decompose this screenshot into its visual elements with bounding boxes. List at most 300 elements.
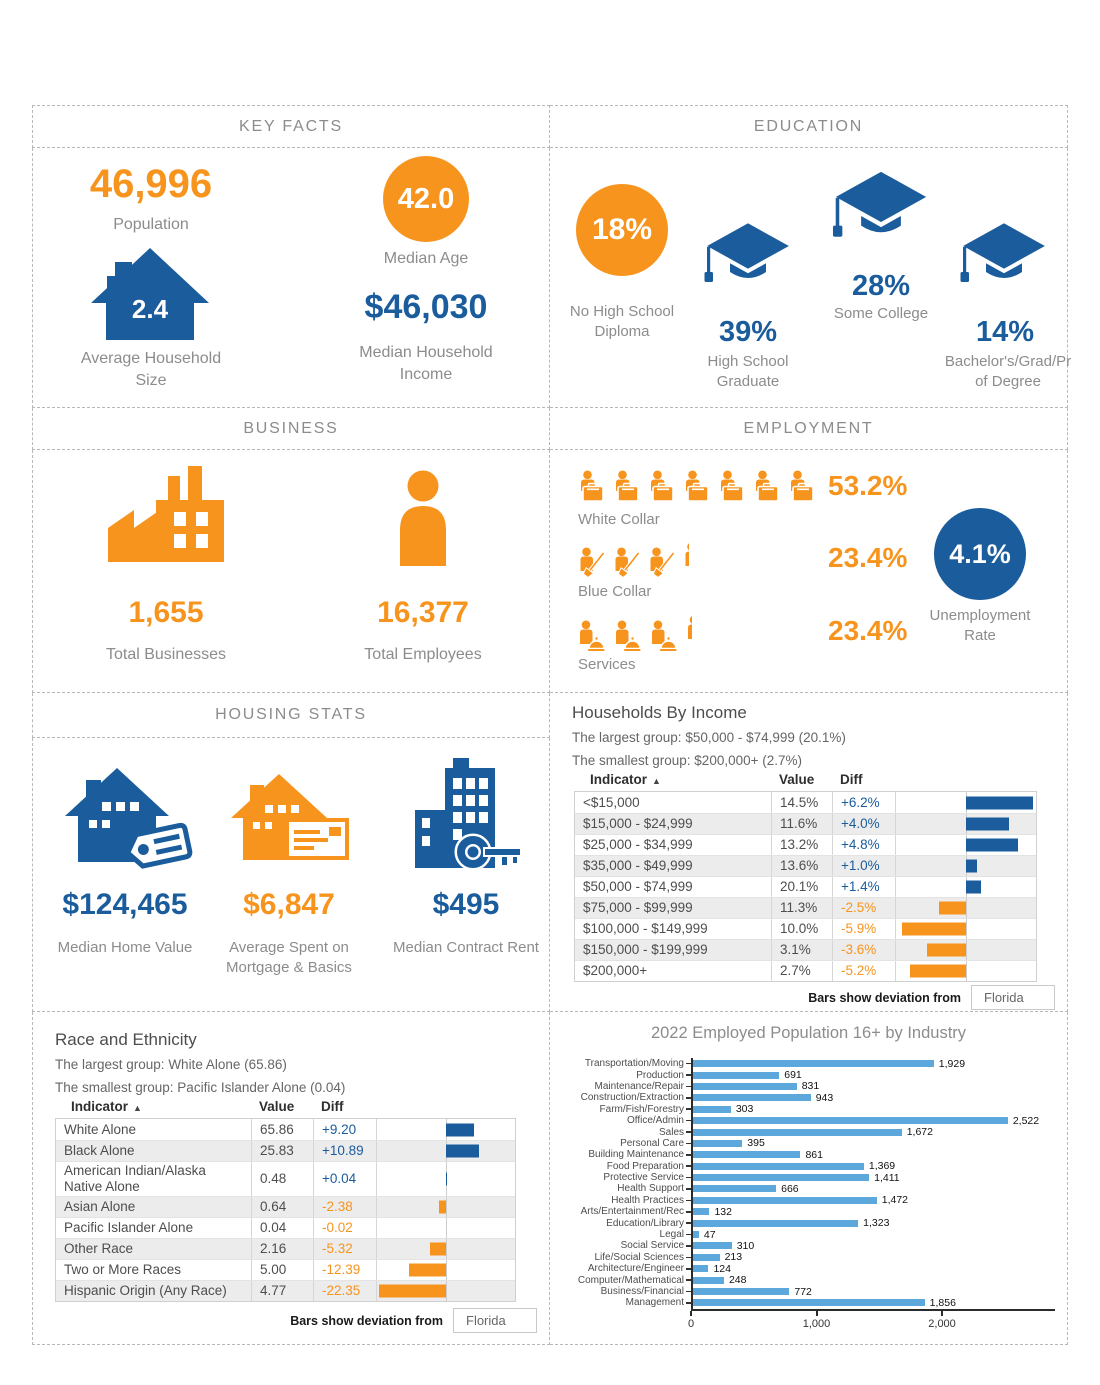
industry-bar-row [562, 1274, 1055, 1285]
industry-category-label: Education/Library [606, 1217, 684, 1229]
industry-bar [693, 1140, 742, 1147]
business-title: BUSINESS [243, 419, 339, 437]
white-collar-worker-icon [613, 470, 639, 503]
population-value: 46,996 [89, 162, 213, 206]
table-row [575, 876, 1036, 897]
industry-bar-row [562, 1069, 1055, 1080]
industry-bar [693, 1197, 877, 1204]
housing-header [32, 693, 550, 738]
industry-category-label: Protective Service [603, 1172, 684, 1184]
graduation-cap-icon [828, 166, 934, 261]
industry-bar [693, 1208, 709, 1215]
some-college-value: 28% [851, 270, 911, 302]
deviation-region-select[interactable]: Florida [971, 985, 1055, 1010]
x-axis-tick-label: 1,000 [802, 1318, 831, 1330]
industry-category-label: Architecture/Engineer [587, 1263, 684, 1275]
industry-bar-row [562, 1115, 1055, 1126]
deviation-bar-cell [896, 898, 1036, 918]
deviation-bar-cell [377, 1239, 515, 1259]
total-businesses-value: 1,655 [128, 596, 204, 629]
indicator-cell: $50,000 - $74,999 [575, 877, 772, 897]
deviation-bar [966, 796, 1033, 809]
partial-worker-icon [683, 542, 689, 580]
value-cell: 0.64 [252, 1197, 314, 1217]
services-value: 23.4% [828, 615, 908, 646]
deviation-bar [966, 839, 1018, 852]
x-axis-tick [690, 1311, 692, 1316]
industry-bar [693, 1277, 724, 1284]
industry-bar-row [562, 1081, 1055, 1092]
deviation-bar [379, 1284, 446, 1297]
diff-cell: +6.2% [833, 792, 896, 813]
industry-bar-value: 1,472 [881, 1194, 909, 1207]
diff-cell: -22.35 [314, 1281, 377, 1301]
industry-category-label: Food Preparation [606, 1160, 684, 1172]
industry-x-axis [687, 1309, 1055, 1330]
industry-bar-row [562, 1229, 1055, 1240]
deviation-bar-cell [896, 877, 1036, 897]
industry-bar [693, 1163, 864, 1170]
industry-bar-value: 310 [736, 1239, 755, 1252]
industry-category-label: Office/Admin [626, 1115, 684, 1127]
median-age-value: 42.0 [397, 182, 455, 215]
no-diploma-label: No High School Diploma [569, 303, 675, 341]
total-businesses-label: Total Businesses [105, 646, 227, 663]
deviation-bar [446, 1145, 479, 1158]
deviation-bar [966, 818, 1009, 831]
industry-bar [693, 1288, 789, 1295]
contract-rent-label: Median Contract Rent [393, 939, 539, 956]
bar-area [691, 1195, 1055, 1206]
industry-bar-value: 395 [747, 1137, 765, 1150]
value-cell: 0.04 [252, 1218, 314, 1238]
race-panel-title: Race and Ethnicity [55, 1030, 197, 1049]
x-axis-tick-label: 0 [687, 1318, 695, 1330]
blue-collar-icons [578, 542, 689, 580]
bar-area [691, 1252, 1055, 1263]
industry-category-label: Construction/Extraction [580, 1092, 684, 1104]
bar-area [691, 1229, 1055, 1240]
total-employees-value: 16,377 [377, 596, 469, 629]
bar-area [691, 1206, 1055, 1217]
white-collar-worker-icon [683, 470, 709, 503]
apartment-key-icon [409, 758, 523, 876]
bar-area [691, 1092, 1055, 1103]
industry-category-label: Arts/Entertainment/Rec [580, 1206, 684, 1218]
house-price-tag-icon [65, 768, 193, 874]
industry-bar-value: 861 [805, 1148, 823, 1161]
table-row [56, 1161, 515, 1196]
table-row [56, 1140, 515, 1161]
partial-worker-icon [686, 615, 692, 653]
deviation-bar-cell [377, 1162, 515, 1196]
indicator-cell: $200,000+ [575, 961, 772, 981]
unemployment-badge [934, 508, 1026, 600]
white-collar-worker-icon [648, 470, 674, 503]
industry-bar [693, 1174, 869, 1181]
white-collar-value: 53.2% [828, 470, 908, 501]
indicator-cell: Asian Alone [56, 1197, 252, 1217]
person-icon [391, 470, 455, 566]
value-cell: 25.83 [252, 1141, 314, 1161]
industry-bar [693, 1129, 902, 1136]
business-header [32, 408, 550, 450]
bar-area [691, 1183, 1055, 1194]
industry-category-label: Computer/Mathematical [577, 1274, 684, 1286]
deviation-bar-cell [377, 1119, 515, 1140]
blue-collar-worker-icon [683, 542, 689, 575]
industry-category-label: Building Maintenance [588, 1149, 684, 1161]
deviation-bar-cell [896, 856, 1036, 876]
services-worker-icon [686, 615, 692, 648]
industry-bar-value: 666 [781, 1183, 799, 1195]
deviation-bar-cell [896, 792, 1036, 813]
housing-panel [32, 738, 550, 1012]
indicator-cell: $150,000 - $199,999 [575, 940, 772, 960]
industry-bar-value: 691 [784, 1069, 802, 1082]
blue-collar-label: Blue Collar [578, 583, 652, 600]
some-college-label: Some College [833, 305, 929, 322]
race-col-diff: Diff [321, 1099, 344, 1114]
income-panel-title: Households By Income [572, 703, 747, 722]
deviation-note: Bars show deviation from [290, 1313, 443, 1328]
indicator-cell: $25,000 - $34,999 [575, 835, 772, 855]
industry-bar [693, 1265, 708, 1272]
white-collar-worker-icon [718, 470, 744, 503]
industry-bar-row [562, 1263, 1055, 1274]
diff-cell: -0.02 [314, 1218, 377, 1238]
hs-grad-label: High School Graduate [707, 353, 789, 391]
median-home-label: Median Home Value [57, 939, 193, 956]
industry-bar-value: 831 [801, 1080, 820, 1093]
no-diploma-badge [576, 184, 668, 276]
household-size-value: 2.4 [131, 294, 169, 324]
indicator-cell: <$15,000 [575, 792, 772, 813]
deviation-bar [910, 965, 966, 978]
industry-bar-row [562, 1058, 1055, 1069]
indicator-cell: Pacific Islander Alone [56, 1218, 252, 1238]
bar-area [691, 1126, 1055, 1137]
indicator-cell: $75,000 - $99,999 [575, 898, 772, 918]
household-size-label: Average Household Size [80, 350, 222, 389]
graduation-cap-icon [700, 218, 796, 304]
table-row [56, 1119, 515, 1140]
diff-cell: -5.2% [833, 961, 896, 981]
x-axis-tick [941, 1311, 943, 1316]
industry-bar [693, 1185, 776, 1192]
value-cell: 2.7% [772, 961, 833, 981]
industry-bar [693, 1072, 779, 1079]
value-cell: 0.48 [252, 1162, 314, 1196]
table-row [575, 897, 1036, 918]
industry-bar-value: 47 [703, 1228, 716, 1241]
industry-bar-value: 772 [794, 1285, 812, 1298]
blue-collar-worker-icon [648, 547, 674, 580]
services-label: Services [578, 656, 636, 673]
panel-grid [32, 105, 1072, 1345]
bar-area [691, 1058, 1055, 1069]
deviation-bar-cell [377, 1260, 515, 1280]
bar-area [691, 1263, 1055, 1274]
diff-cell: -3.6% [833, 940, 896, 960]
value-cell: 20.1% [772, 877, 833, 897]
industry-category-label: Management [625, 1297, 684, 1309]
value-cell: 5.00 [252, 1260, 314, 1280]
diff-cell: -2.38 [314, 1197, 377, 1217]
deviation-bar [430, 1242, 446, 1255]
diff-cell: +4.0% [833, 814, 896, 834]
industry-bar-value: 1,929 [938, 1057, 966, 1070]
industry-bar [693, 1242, 732, 1249]
deviation-bar-cell [377, 1197, 515, 1217]
services-worker-icon [578, 620, 605, 653]
diff-cell: +9.20 [314, 1119, 377, 1140]
bar-area [691, 1081, 1055, 1092]
industry-bar-value: 1,369 [868, 1160, 896, 1173]
industry-bar [693, 1106, 731, 1113]
employment-title: EMPLOYMENT [743, 419, 874, 437]
deviation-bar-cell [896, 940, 1036, 960]
white-collar-label: White Collar [578, 511, 660, 528]
median-age-label: Median Age [383, 250, 469, 267]
graduation-cap-icon [956, 218, 1052, 304]
business-panel [32, 450, 550, 693]
industry-bar-row [562, 1104, 1055, 1115]
industry-bar-value: 1,856 [929, 1296, 956, 1309]
diff-cell: -2.5% [833, 898, 896, 918]
income-largest-group: The largest group: $50,000 - $74,999 (20.1%) [572, 730, 846, 745]
industry-bar-row [562, 1252, 1055, 1263]
industry-bar [693, 1254, 720, 1261]
income-panel [550, 693, 1068, 1012]
industry-category-label: Social Service [620, 1240, 684, 1252]
industry-bar-row [562, 1240, 1055, 1251]
unemployment-value: 4.1% [949, 538, 1011, 569]
hs-grad-value: 39% [718, 316, 778, 348]
table-row [575, 855, 1036, 876]
bar-area [691, 1138, 1055, 1149]
value-cell: 11.6% [772, 814, 833, 834]
services-icons [578, 615, 692, 653]
income-col-diff: Diff [840, 772, 863, 787]
industry-bar [693, 1094, 811, 1101]
income-sort-header[interactable]: Indicator ▲ [590, 772, 661, 787]
deviation-bar [409, 1263, 446, 1276]
x-axis-tick [816, 1311, 818, 1316]
median-age-badge [383, 156, 469, 242]
race-col-value: Value [259, 1099, 295, 1114]
industry-bar-value: 1,672 [906, 1126, 933, 1139]
bar-area [691, 1069, 1055, 1080]
indicator-cell: $100,000 - $149,999 [575, 919, 772, 939]
indicator-cell: White Alone [56, 1119, 252, 1140]
table-row [575, 834, 1036, 855]
education-panel [550, 148, 1072, 408]
industry-bar-value: 303 [735, 1103, 754, 1116]
race-footnote [290, 1308, 537, 1333]
industry-category-label: Sales [658, 1126, 684, 1138]
industry-bar-row [562, 1172, 1055, 1183]
deviation-bar [439, 1200, 446, 1213]
housing-title: HOUSING STATS [215, 706, 367, 723]
table-row [56, 1217, 515, 1238]
white-collar-icons [578, 470, 814, 503]
unemployment-label: Unemployment Rate [929, 607, 1031, 645]
indicator-cell: Other Race [56, 1239, 252, 1259]
deviation-bar-cell [377, 1141, 515, 1161]
industry-bar-value: 2,522 [1012, 1114, 1040, 1127]
table-row [575, 918, 1036, 939]
value-cell: 14.5% [772, 792, 833, 813]
diff-cell: -5.32 [314, 1239, 377, 1259]
industry-bar-value: 943 [815, 1091, 834, 1104]
industry-bar-row [562, 1161, 1055, 1172]
race-largest-group: The largest group: White Alone (65.86) [55, 1057, 287, 1072]
value-cell: 65.86 [252, 1119, 314, 1140]
bachelors-label: Bachelor's/Grad/Pr of Degree [944, 353, 1072, 391]
industry-bar [693, 1220, 858, 1227]
deviation-bar [966, 881, 981, 894]
table-row [575, 939, 1036, 960]
diff-cell: +1.4% [833, 877, 896, 897]
industry-bar-row [562, 1217, 1055, 1228]
no-diploma-value: 18% [591, 213, 653, 246]
employment-panel [550, 450, 1068, 693]
bar-area [691, 1172, 1055, 1183]
table-row [56, 1280, 515, 1301]
income-table-head [574, 772, 895, 787]
key-facts-panel [32, 148, 550, 408]
industry-category-label: Health Support [617, 1183, 684, 1195]
race-smallest-group: The smallest group: Pacific Islander Alone (0.04) [55, 1080, 346, 1095]
key-facts-header [32, 105, 550, 148]
diff-cell: +10.89 [314, 1141, 377, 1161]
deviation-note: Bars show deviation from [808, 990, 961, 1005]
industry-category-label: Health Practices [611, 1194, 684, 1206]
bachelors-value: 14% [975, 316, 1035, 348]
value-cell: 10.0% [772, 919, 833, 939]
industry-bar [693, 1117, 1008, 1124]
table-row [575, 792, 1036, 813]
industry-bar-value: 1,411 [874, 1171, 900, 1184]
table-row [56, 1259, 515, 1280]
deviation-bar [902, 923, 966, 936]
sort-ascending-icon: ▲ [133, 1103, 142, 1113]
race-sort-header[interactable]: Indicator ▲ [71, 1099, 142, 1114]
diff-cell: -5.9% [833, 919, 896, 939]
income-footnote [808, 985, 1055, 1010]
race-table-head [55, 1099, 376, 1114]
employment-header [550, 408, 1068, 450]
bar-area [691, 1274, 1055, 1285]
industry-category-label: Business/Financial [600, 1286, 684, 1297]
table-row [56, 1196, 515, 1217]
value-cell: 3.1% [772, 940, 833, 960]
income-col-value: Value [779, 772, 815, 787]
factory-icon [104, 466, 228, 566]
table-row [575, 813, 1036, 834]
industry-bar [693, 1151, 800, 1158]
income-smallest-group: The smallest group: $200,000+ (2.7%) [572, 753, 803, 768]
indicator-cell: Black Alone [56, 1141, 252, 1161]
industry-bar [693, 1231, 699, 1238]
value-cell: 11.3% [772, 898, 833, 918]
diff-cell: +0.04 [314, 1162, 377, 1196]
indicator-cell: Hispanic Origin (Any Race) [56, 1281, 252, 1301]
industry-bar-row [562, 1092, 1055, 1103]
bar-area [691, 1161, 1055, 1172]
deviation-region-select[interactable]: Florida [453, 1308, 537, 1333]
race-table [55, 1118, 516, 1302]
industry-chart [562, 1058, 1055, 1309]
blue-collar-worker-icon [613, 547, 639, 580]
diff-cell: +4.8% [833, 835, 896, 855]
industry-bar-value: 248 [728, 1274, 747, 1287]
deviation-bar [939, 902, 966, 915]
x-axis-tick-label: 2,000 [928, 1318, 956, 1330]
median-income-label: Median Household Income [359, 344, 493, 383]
industry-category-label: Production [636, 1069, 684, 1081]
indicator-cell: $35,000 - $49,999 [575, 856, 772, 876]
industry-bar [693, 1299, 925, 1306]
industry-category-label: Legal [659, 1229, 684, 1241]
deviation-bar-cell [896, 961, 1036, 981]
blue-collar-worker-icon [578, 547, 604, 580]
bar-area [691, 1286, 1055, 1297]
services-worker-icon [650, 620, 677, 653]
house-mortgage-check-icon [231, 774, 351, 864]
industry-bar-row [562, 1138, 1055, 1149]
industry-bar-value: 1,323 [863, 1217, 890, 1230]
industry-category-label: Maintenance/Repair [594, 1080, 684, 1092]
mortgage-spent-label: Average Spent on Mortgage & Basics [226, 939, 352, 977]
deviation-bar [927, 944, 966, 957]
deviation-bar [966, 860, 977, 873]
industry-bar-value: 213 [724, 1251, 743, 1264]
industry-category-label: Farm/Fish/Forestry [599, 1103, 684, 1115]
bar-area [691, 1149, 1055, 1160]
white-collar-worker-icon [578, 470, 604, 503]
sort-ascending-icon: ▲ [652, 776, 661, 786]
industry-bar-row [562, 1195, 1055, 1206]
deviation-bar-cell [896, 835, 1036, 855]
diff-cell: -12.39 [314, 1260, 377, 1280]
industry-panel [550, 1012, 1068, 1345]
race-panel [32, 1012, 550, 1345]
value-cell: 4.77 [252, 1281, 314, 1301]
industry-bar-row [562, 1149, 1055, 1160]
bar-area [691, 1240, 1055, 1251]
income-table [574, 791, 1037, 982]
household-size-figure [91, 248, 209, 340]
indicator-cell: Two or More Races [56, 1260, 252, 1280]
industry-bar-value: 132 [714, 1205, 732, 1218]
bar-area [691, 1217, 1055, 1228]
diff-cell: +1.0% [833, 856, 896, 876]
value-cell: 2.16 [252, 1239, 314, 1259]
industry-bar-value: 124 [713, 1262, 731, 1275]
deviation-bar-cell [377, 1281, 515, 1301]
services-worker-icon [614, 620, 641, 653]
industry-category-label: Personal Care [620, 1137, 684, 1149]
total-employees-label: Total Employees [364, 646, 482, 663]
median-home-value: $124,465 [62, 888, 188, 921]
blue-collar-value: 23.4% [828, 542, 908, 573]
median-income-value: $46,030 [364, 288, 488, 326]
table-row [575, 960, 1036, 981]
deviation-bar-cell [896, 919, 1036, 939]
deviation-bar-cell [377, 1218, 515, 1238]
